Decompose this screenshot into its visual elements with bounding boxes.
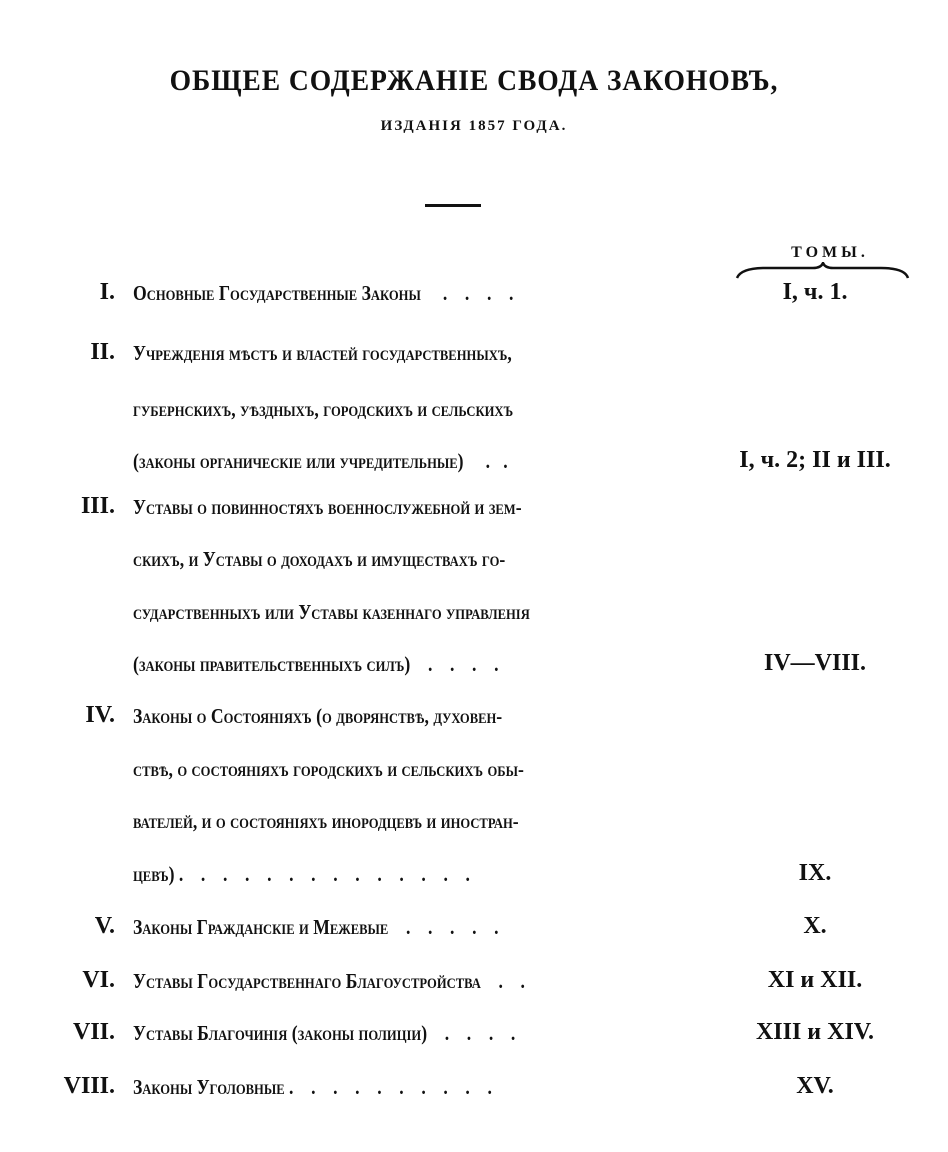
entry-text-line: сударственныхъ или Уставы казеннаго управленія bbox=[133, 600, 530, 624]
entry-text-line: (законы органическіе или учредительные) . . bbox=[133, 449, 508, 473]
entry-number: I. bbox=[99, 279, 115, 305]
entry-volumes: XIII и XIV. bbox=[755, 1019, 875, 1045]
entry-volumes: I, ч. 2; II и III. bbox=[739, 447, 891, 473]
entry-volumes: XI и XII. bbox=[767, 967, 863, 993]
entry-text-line: Основные Государственные Законы . . . . bbox=[133, 281, 514, 305]
entry-text-line: (законы правительственныхъ силъ) . . . . bbox=[133, 652, 499, 676]
entry-text-line: Уставы Благочинія (законы полиціи) . . . . bbox=[133, 1021, 516, 1045]
entry-text-line: Законы Гражданскіе и Межевые . . . . . bbox=[133, 915, 499, 939]
entry-number: III. bbox=[80, 493, 115, 519]
entry-text-line: Законы о Состояніяхъ (о дворянствѣ, духовен- bbox=[133, 704, 503, 728]
entry-text-line: вателей, и о состояніяхъ инородцевъ и иностран- bbox=[133, 809, 519, 833]
entry-volumes: IX. bbox=[798, 860, 832, 886]
entry-volumes: XV. bbox=[796, 1073, 834, 1099]
entry-text-line: ствѣ, о состояніяхъ городскихъ и сельскихъ обы- bbox=[133, 757, 524, 781]
entry-volumes: I, ч. 1. bbox=[782, 279, 848, 305]
entry-text-line: губернскихъ, уѣздныхъ, городскихъ и сельскихъ bbox=[133, 397, 514, 421]
brace-icon bbox=[735, 262, 910, 280]
entry-volumes: IV—VIII. bbox=[763, 650, 867, 676]
entry-text-line: Уставы Государственнаго Благоустройства . . bbox=[133, 969, 525, 993]
divider-rule bbox=[425, 204, 481, 207]
entry-text-line: Уставы о повинностяхъ военнослужебной и зем- bbox=[133, 495, 522, 519]
document-title: ОБЩЕЕ СОДЕРЖАНІЕ СВОДА ЗАКОНОВЪ, bbox=[169, 64, 779, 97]
entry-volumes: X. bbox=[803, 913, 827, 939]
entry-number: II. bbox=[90, 339, 115, 365]
entry-text-line: скихъ, и Уставы о доходахъ и имуществахъ го- bbox=[133, 547, 506, 571]
volumes-header: ТОМЫ. bbox=[791, 244, 869, 261]
entry-number: VII. bbox=[72, 1019, 115, 1045]
entry-number: V. bbox=[94, 913, 115, 939]
entry-text-line: Учрежденія мѣстъ и властей государственныхъ, bbox=[133, 341, 512, 365]
entry-text-line: цевъ) . . . . . . . . . . . . . . bbox=[133, 862, 470, 886]
entry-text-line: Законы Уголовные . . . . . . . . . . bbox=[133, 1075, 492, 1099]
entry-number: VI. bbox=[82, 967, 115, 993]
edition-subtitle: ИЗДАНІЯ 1857 ГОДА. bbox=[380, 118, 568, 134]
entry-number: VIII. bbox=[63, 1073, 115, 1099]
entry-number: IV. bbox=[85, 702, 115, 728]
